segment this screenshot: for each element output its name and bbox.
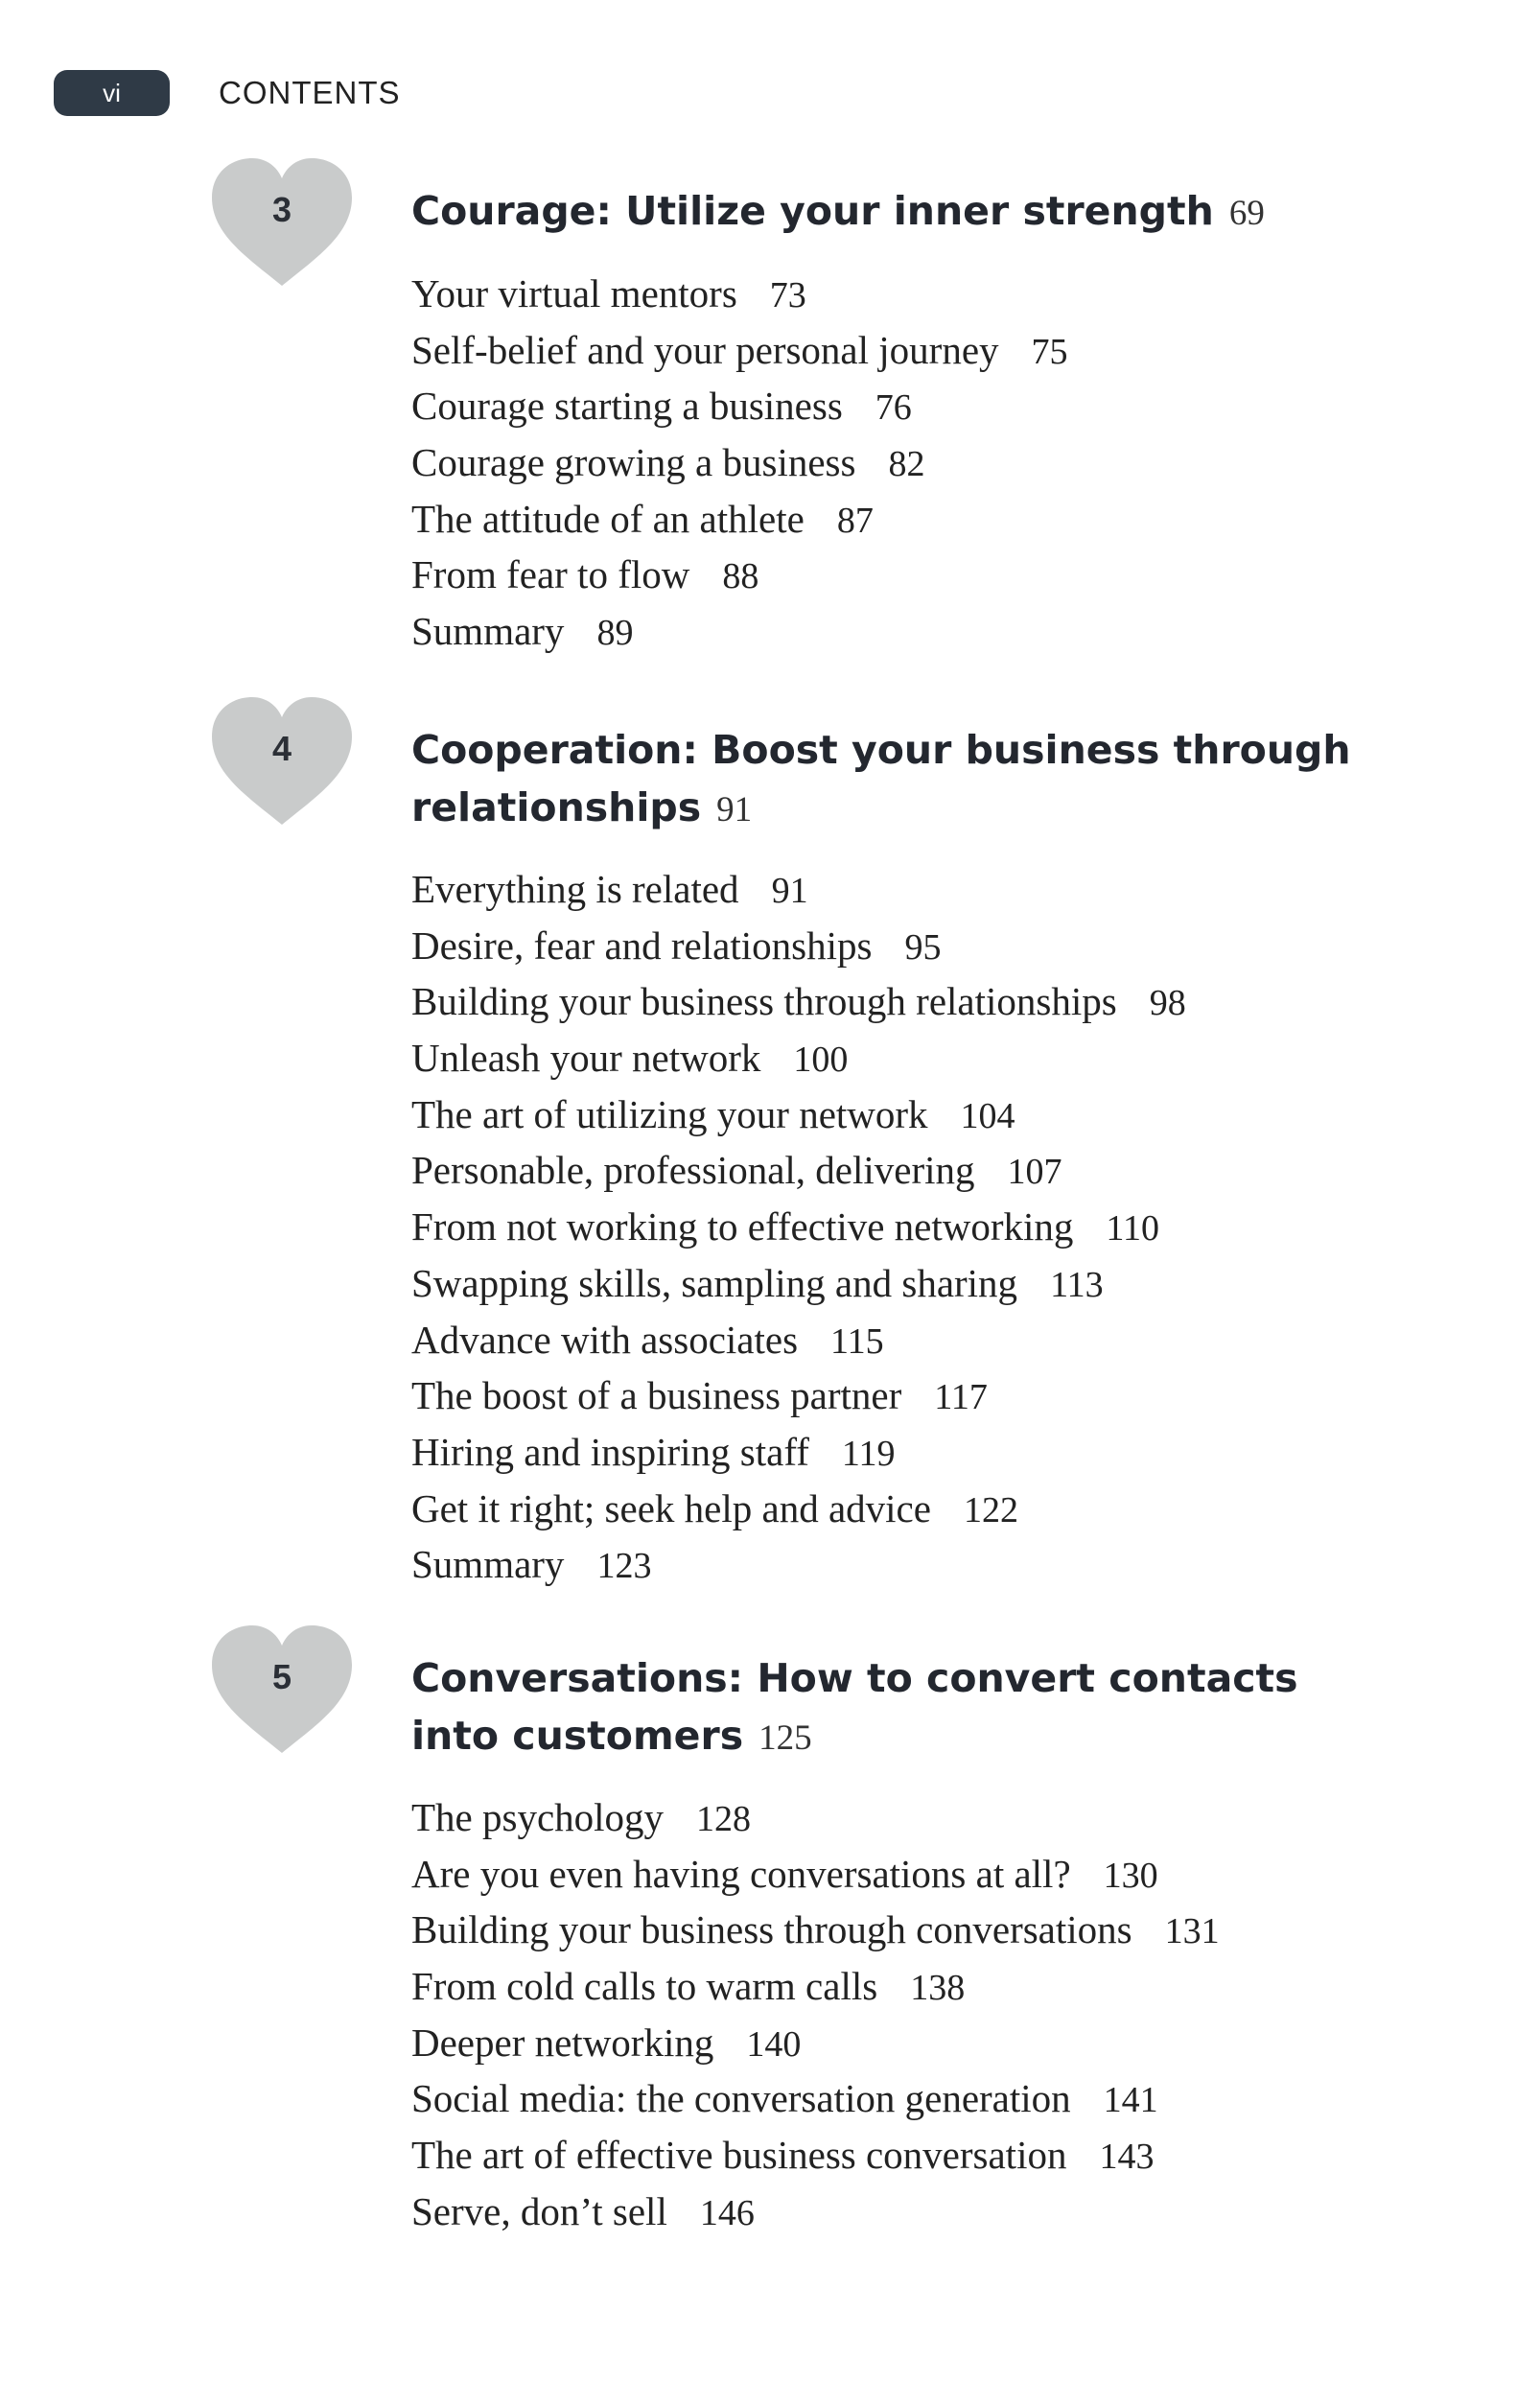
entry-title: Everything is related (411, 867, 739, 911)
entry-page: 143 (1099, 2137, 1155, 2178)
toc-entry[interactable] (411, 1030, 1466, 1086)
entry-title: Advance with associates (411, 1317, 799, 1362)
entry-title: Self-belief and your personal journey (411, 327, 999, 372)
entry-title: Building your business through conversations (411, 1907, 1132, 1952)
toc-entry[interactable] (411, 266, 1466, 322)
toc-entry[interactable] (411, 1086, 1466, 1143)
toc-entry[interactable] (411, 1958, 1466, 2015)
toc-entry[interactable] (411, 434, 1466, 491)
entry-page: 73 (769, 275, 806, 315)
toc-entry[interactable] (411, 547, 1466, 603)
toc-entry[interactable] (411, 1789, 1466, 1846)
toc-entry[interactable] (411, 1902, 1466, 1958)
entry-page: 123 (596, 1546, 652, 1587)
entry-title: Are you even having conversations at all? (411, 1851, 1071, 1896)
toc-entry[interactable] (411, 2070, 1466, 2127)
toc-entry[interactable] (411, 1846, 1466, 1903)
toc-entry[interactable] (411, 1424, 1466, 1481)
entry-page: 140 (746, 2023, 802, 2065)
toc-entry[interactable] (411, 918, 1466, 974)
toc-entry[interactable] (411, 1536, 1466, 1593)
section-list (411, 266, 1466, 660)
entry-title: Courage growing a business (411, 440, 856, 485)
entry-title: The psychology (411, 1795, 665, 1839)
entry-title: The attitude of an athlete (411, 496, 805, 541)
entry-page: 100 (793, 1039, 849, 1081)
entry-page: 76 (875, 387, 912, 429)
entry-title: Serve, don’t sell (411, 2188, 667, 2233)
entry-title: Courage starting a business (411, 384, 843, 429)
entry-page: 89 (596, 613, 634, 654)
toc-entry[interactable] (411, 861, 1466, 918)
entry-title: Get it right; seek help and advice (411, 1485, 931, 1530)
entry-title: Building your business through relationships (411, 979, 1117, 1024)
page-number-badge: vi (54, 70, 170, 116)
chapter-page-number: 125 (758, 1718, 812, 1758)
chapter-page-number: 69 (1228, 194, 1265, 233)
toc-entry[interactable] (411, 1199, 1466, 1255)
entry-title: Hiring and inspiring staff (411, 1429, 809, 1474)
entry-title: From not working to effective networking (411, 1204, 1074, 1250)
chapter-heart-icon (206, 153, 358, 290)
running-head: CONTENTS (219, 75, 401, 110)
entry-title: Summary (411, 1542, 565, 1587)
entry-page: 104 (960, 1095, 1015, 1136)
section-list (411, 861, 1466, 1593)
toc-entry[interactable] (411, 322, 1466, 379)
entry-page: 87 (836, 500, 874, 541)
chapter-page-number: 91 (716, 790, 753, 829)
entry-title: Unleash your network (411, 1036, 761, 1081)
entry-page: 117 (934, 1377, 988, 1418)
entry-page: 119 (841, 1433, 896, 1474)
page-header (54, 70, 401, 116)
chapter-title-text: Courage: Utilize your inner strength (411, 188, 1214, 234)
entry-title: Deeper networking (411, 2020, 714, 2065)
entry-title: Your virtual mentors (411, 271, 737, 315)
entry-page: 113 (1050, 1264, 1104, 1305)
toc-entry[interactable] (411, 1312, 1466, 1368)
chapter-title[interactable] (411, 721, 1409, 839)
entry-page: 115 (830, 1320, 884, 1362)
entry-title: The art of utilizing your network (411, 1091, 928, 1136)
toc-entry[interactable] (411, 1142, 1466, 1199)
entry-page: 138 (910, 1968, 966, 2009)
toc-entry[interactable] (411, 1255, 1466, 1312)
toc-entry[interactable] (411, 1481, 1466, 1537)
entry-title: From cold calls to warm calls (411, 1964, 878, 2009)
entry-page: 110 (1106, 1208, 1160, 1250)
chapter-title-line: Conversations: How to convert contacts (411, 1655, 1298, 1701)
chapter-title[interactable] (411, 1649, 1409, 1767)
entry-page: 98 (1149, 983, 1186, 1024)
entry-page: 88 (722, 556, 759, 597)
toc-entry[interactable] (411, 603, 1466, 660)
toc-entry[interactable] (411, 378, 1466, 434)
entry-page: 130 (1103, 1855, 1158, 1896)
chapter-number: 5 (271, 1657, 292, 1696)
entry-title: From fear to flow (411, 552, 690, 597)
entry-page: 82 (888, 444, 925, 485)
entry-page: 91 (771, 871, 808, 911)
entry-page: 75 (1031, 331, 1068, 372)
entry-page: 122 (963, 1489, 1018, 1530)
entry-title: Desire, fear and relationships (411, 923, 873, 968)
chapter-title-line: relationships (411, 784, 702, 830)
chapter-heart-icon (206, 692, 358, 829)
entry-title: Personable, professional, delivering (411, 1148, 975, 1193)
chapter-title-line: Cooperation: Boost your business through (411, 727, 1351, 773)
entry-page: 128 (696, 1799, 752, 1839)
entry-page: 95 (904, 926, 942, 968)
toc-entry[interactable] (411, 2184, 1466, 2240)
toc-entry[interactable] (411, 973, 1466, 1030)
entry-page: 146 (699, 2192, 755, 2233)
chapter-number: 3 (271, 190, 292, 229)
entry-title: Swapping skills, sampling and sharing (411, 1260, 1018, 1305)
chapter-heart-icon (206, 1621, 358, 1757)
toc-entry[interactable] (411, 2127, 1466, 2184)
toc-entry[interactable] (411, 491, 1466, 548)
entry-title: Summary (411, 609, 565, 654)
entry-page: 107 (1007, 1152, 1062, 1193)
entry-title: The boost of a business partner (411, 1373, 902, 1418)
entry-page: 141 (1103, 2080, 1158, 2121)
chapter-title[interactable] (411, 182, 1409, 243)
chapter-title-line: into customers (411, 1713, 744, 1759)
entry-title: The art of effective business conversation (411, 2133, 1067, 2178)
entry-page: 131 (1164, 1911, 1220, 1952)
section-list (411, 1789, 1466, 2240)
toc-entry[interactable] (411, 2015, 1466, 2071)
chapter-number: 4 (271, 729, 292, 768)
toc-entry[interactable] (411, 1367, 1466, 1424)
entry-title: Social media: the conversation generation (411, 2076, 1071, 2121)
